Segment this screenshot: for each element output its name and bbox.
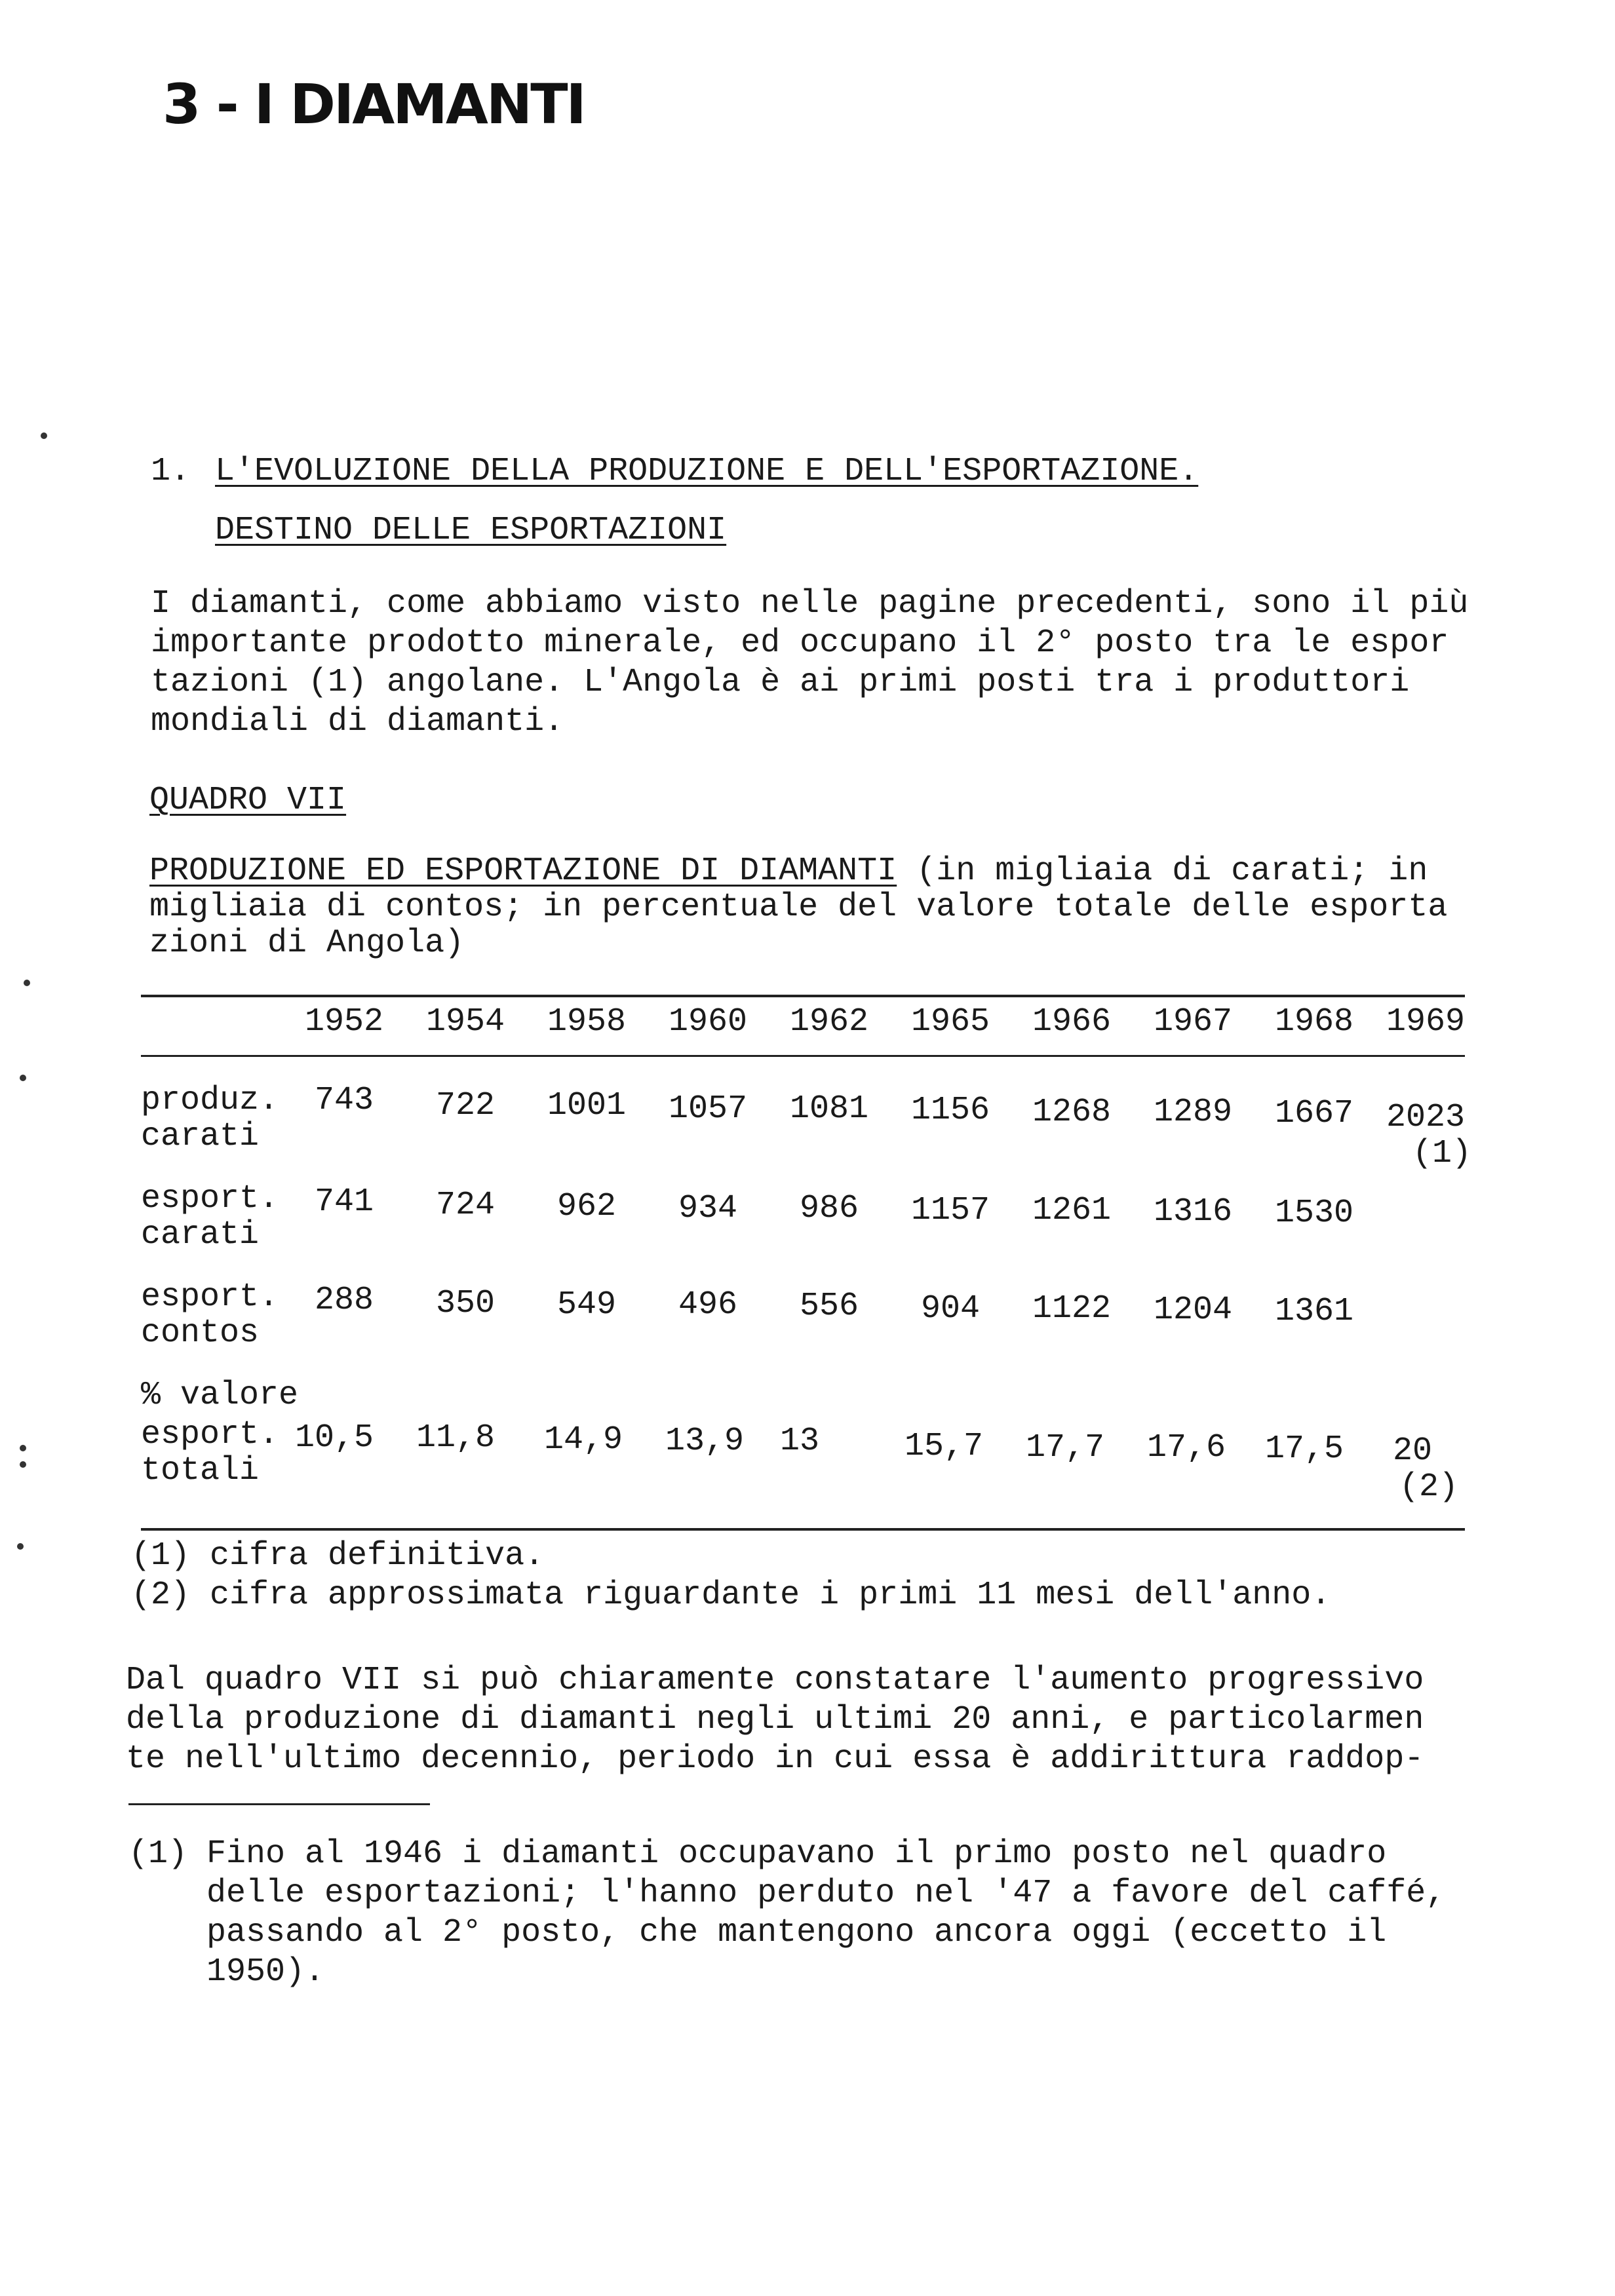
year-header: 1952 xyxy=(304,1003,384,1041)
table-cell: 743 xyxy=(314,1082,374,1119)
year-header: 1965 xyxy=(910,1003,990,1041)
table-cell: 556 xyxy=(799,1288,859,1325)
table-cell: 17,7 xyxy=(1025,1429,1105,1466)
row-label: esport. xyxy=(141,1416,279,1453)
table-cell: 1204 xyxy=(1153,1292,1233,1329)
table-header-rule xyxy=(141,1055,1465,1057)
year-header: 1962 xyxy=(789,1003,869,1041)
footnote-separator xyxy=(128,1803,430,1805)
table-cell: 11,8 xyxy=(416,1419,496,1457)
intro-line: tazioni (1) angolane. L'Angola è ai primi posti tra i produttori xyxy=(151,664,1410,701)
table-cell: 1316 xyxy=(1153,1193,1233,1231)
table-bottom-rule xyxy=(141,1528,1465,1531)
margin-mark xyxy=(41,432,47,439)
table-cell: 1361 xyxy=(1274,1293,1354,1330)
table-cell: 904 xyxy=(920,1290,980,1328)
body-line: te nell'ultimo decennio, periodo in cui essa è addirittura raddop- xyxy=(126,1740,1424,1778)
table-cell: 549 xyxy=(556,1286,616,1324)
year-header: 1967 xyxy=(1153,1003,1233,1041)
table-cell: 17,5 xyxy=(1264,1430,1344,1468)
table-cell: 1289 xyxy=(1153,1094,1233,1131)
row-label: carati xyxy=(141,1118,260,1155)
table-cell: 17,6 xyxy=(1146,1429,1226,1466)
margin-mark xyxy=(20,1461,26,1468)
table-cell: 986 xyxy=(799,1190,859,1227)
table-cell: 1667 xyxy=(1274,1095,1354,1132)
table-caption-rest: (in migliaia di carati; in xyxy=(897,852,1428,890)
year-header: 1968 xyxy=(1274,1003,1354,1041)
footnote-line: delle esportazioni; l'hanno perduto nel '47 a favore del caffé, xyxy=(206,1875,1446,1912)
footnote-line: passando al 2° posto, che mantengono ancora oggi (eccetto il xyxy=(206,1914,1387,1951)
table-cell: 13 xyxy=(779,1423,819,1460)
table-cell: 1057 xyxy=(668,1090,748,1128)
table-cell: 1268 xyxy=(1032,1094,1112,1131)
margin-mark xyxy=(24,980,30,986)
body-line: della produzione di diamanti negli ultimi 20 anni, e particolarmen xyxy=(126,1701,1424,1738)
table-cell: 1157 xyxy=(910,1192,990,1229)
table-cell: 13,9 xyxy=(665,1423,745,1460)
row-label: carati xyxy=(141,1216,260,1253)
footnote-line: Fino al 1946 i diamanti occupavano il primo posto nel quadro xyxy=(206,1835,1387,1873)
table-cell: 1081 xyxy=(789,1090,869,1128)
row-label: % valore xyxy=(141,1377,299,1414)
table-top-rule xyxy=(141,995,1465,997)
table-cell: 1001 xyxy=(547,1087,627,1124)
year-header: 1954 xyxy=(425,1003,505,1041)
table-cell: 14,9 xyxy=(543,1421,623,1459)
margin-mark xyxy=(17,1543,24,1550)
table-cell: 1530 xyxy=(1274,1195,1354,1232)
footnote-line: 1950). xyxy=(206,1953,325,1991)
table-cell: 15,7 xyxy=(904,1428,984,1465)
table-cell: 1261 xyxy=(1032,1192,1112,1229)
table-cell-note: (1) xyxy=(1412,1135,1471,1172)
table-cell: 724 xyxy=(435,1187,495,1224)
table-note: (2) cifra approssimata riguardante i primi 11 mesi dell'anno. xyxy=(131,1577,1331,1614)
intro-line: mondiali di diamanti. xyxy=(151,703,564,740)
table-cell: 1122 xyxy=(1032,1290,1112,1328)
table-cell: 350 xyxy=(435,1285,495,1322)
table-cell-note: (2) xyxy=(1399,1468,1458,1506)
intro-line: I diamanti, come abbiamo visto nelle pagine precedenti, sono il più xyxy=(151,585,1469,622)
row-label: contos xyxy=(141,1314,260,1352)
table-cell: 962 xyxy=(556,1188,616,1225)
row-label: totali xyxy=(141,1452,260,1489)
footnote-marker: (1) xyxy=(128,1835,188,1873)
table-cell: 2023 xyxy=(1386,1099,1466,1136)
table-cell: 741 xyxy=(314,1183,374,1221)
year-header: 1966 xyxy=(1032,1003,1112,1041)
table-cell: 934 xyxy=(678,1190,737,1227)
table-caption-line-1 xyxy=(149,852,1428,891)
table-note: (1) cifra definitiva. xyxy=(131,1537,545,1575)
chapter-title: 3 - I DIAMANTI xyxy=(163,72,585,136)
body-line: Dal quadro VII si può chiaramente constatare l'aumento progressivo xyxy=(126,1662,1424,1699)
section-number: 1. xyxy=(151,453,191,490)
section-title-line-2: DESTINO DELLE ESPORTAZIONI xyxy=(215,512,727,549)
table-caption-title: PRODUZIONE ED ESPORTAZIONE DI DIAMANTI xyxy=(149,852,897,890)
table-cell: 20 xyxy=(1392,1432,1432,1470)
table-caption-line-2: migliaia di contos; in percentuale del valore totale delle esporta xyxy=(149,889,1448,926)
table-label: QUADRO VII xyxy=(149,782,347,819)
year-header: 1969 xyxy=(1386,1003,1466,1041)
row-label: esport. xyxy=(141,1278,279,1316)
table-cell: 722 xyxy=(435,1087,495,1124)
margin-mark xyxy=(20,1445,26,1451)
row-label: esport. xyxy=(141,1180,279,1217)
year-header: 1958 xyxy=(547,1003,627,1041)
table-cell: 1156 xyxy=(910,1092,990,1129)
row-label: produz. xyxy=(141,1082,279,1119)
table-cell: 288 xyxy=(314,1282,374,1319)
year-header: 1960 xyxy=(668,1003,748,1041)
intro-line: importante prodotto minerale, ed occupano il 2° posto tra le espor xyxy=(151,624,1449,662)
margin-mark xyxy=(20,1075,26,1081)
table-cell: 496 xyxy=(678,1286,737,1324)
table-cell: 10,5 xyxy=(294,1419,374,1457)
table-caption-line-3: zioni di Angola) xyxy=(149,925,465,962)
section-title-line-1: L'EVOLUZIONE DELLA PRODUZIONE E DELL'ESPORTAZIONE. xyxy=(215,453,1199,490)
